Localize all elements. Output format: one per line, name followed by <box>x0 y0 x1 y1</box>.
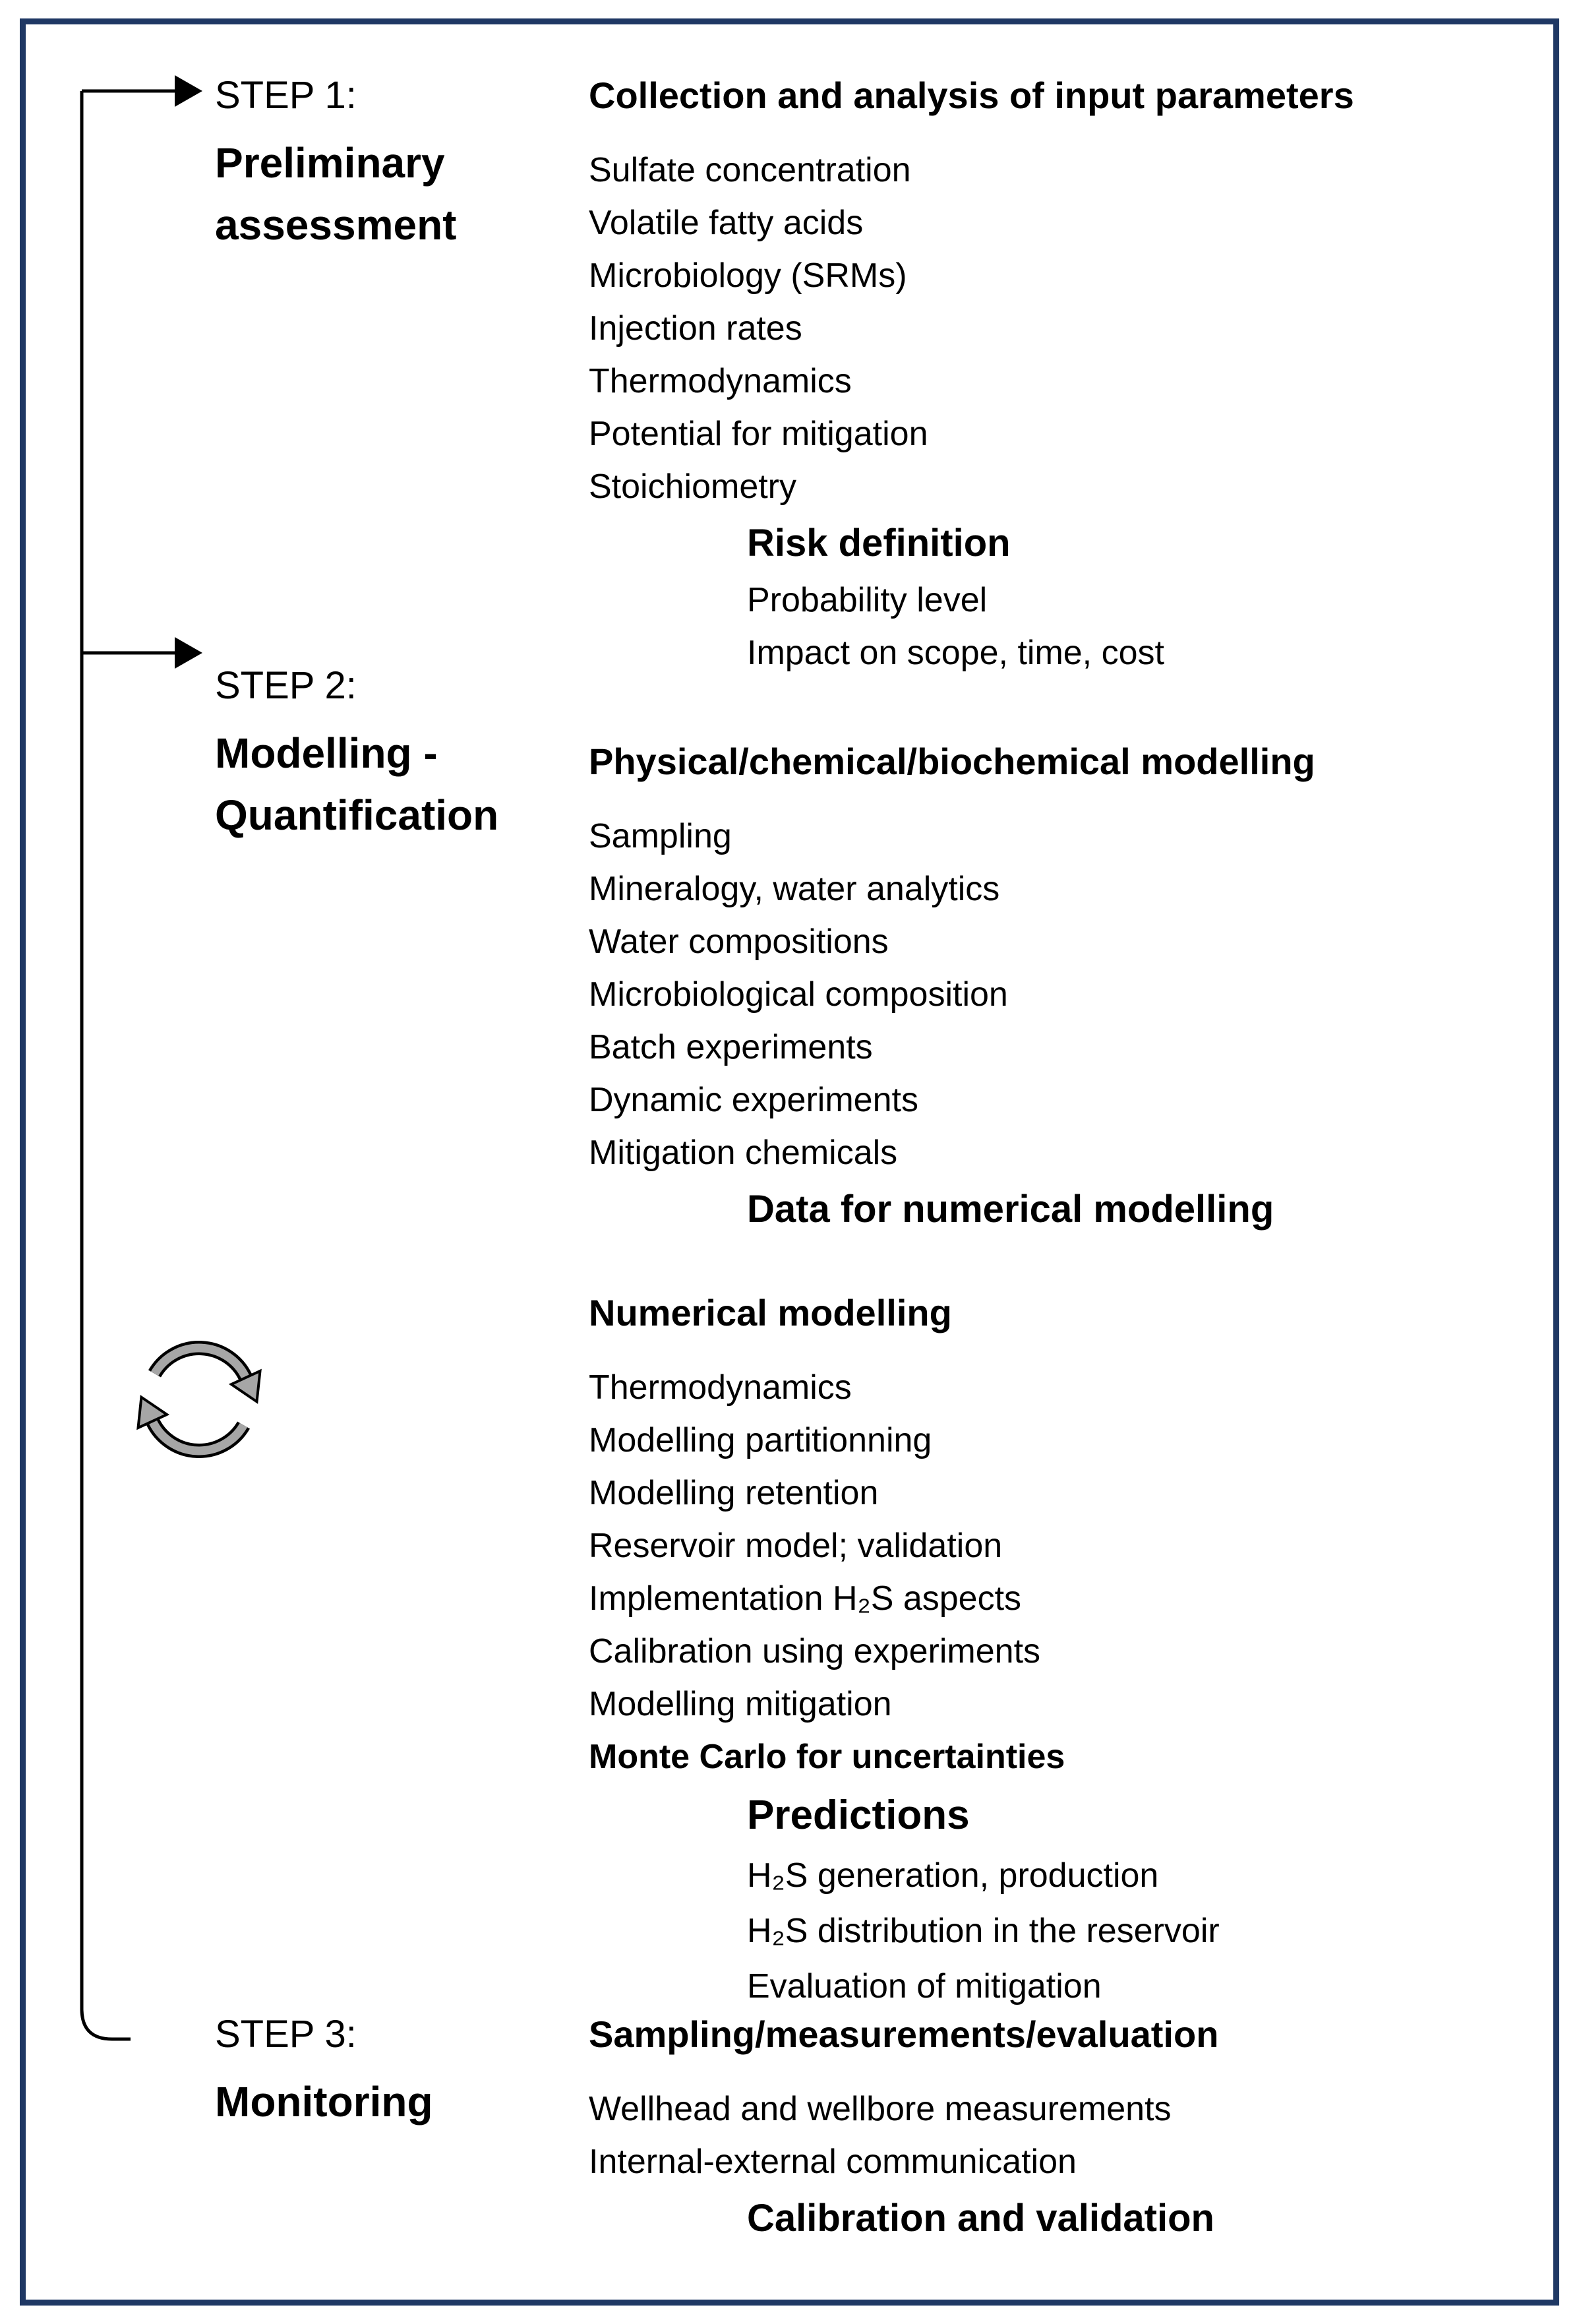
iteration-cycle-icon <box>125 1326 274 1474</box>
list-item: Evaluation of mitigation <box>747 1967 1102 2005</box>
modelling-heading: Physical/chemical/biochemical modelling <box>589 741 1315 782</box>
step3-outcome-heading: Calibration and validation <box>747 2197 1214 2240</box>
step1-outcome-heading: Risk definition <box>747 522 1011 565</box>
step3-label-block <box>215 2005 584 2133</box>
step1-content <box>589 66 1532 679</box>
list-item: H₂S distribution in the reservoir <box>747 1912 1220 1950</box>
list-item: Wellhead and wellbore measurements <box>589 2090 1172 2128</box>
step2-label: STEP 2: <box>215 664 357 707</box>
list-item: Probability level <box>747 581 988 619</box>
step3-label: STEP 3: <box>215 2013 357 2056</box>
step3-outcome-block <box>589 2188 1532 2249</box>
arrow-step1-icon <box>175 75 202 107</box>
list-item: Modelling partitionning <box>589 1421 932 1459</box>
numerical-heading: Numerical modelling <box>589 1292 952 1333</box>
step3-name <box>215 2071 584 2133</box>
list-item: Mitigation chemicals <box>589 1134 898 1172</box>
list-item: Potential for mitigation <box>589 415 928 453</box>
list-item: Thermodynamics <box>589 362 852 400</box>
list-item: Thermodynamics <box>589 1368 852 1407</box>
step2-content <box>589 732 1532 2014</box>
step2-name-line1: Modelling - <box>215 729 438 777</box>
step1-label-block <box>215 66 584 256</box>
step2-name-line2: Quantification <box>215 791 499 839</box>
bracket-line <box>82 91 131 2039</box>
list-item: Implementation H₂S aspects <box>589 1579 1022 1618</box>
list-item: Sulfate concentration <box>589 151 911 189</box>
step2-name <box>215 722 584 846</box>
step3-name-line1: Monitoring <box>215 2078 433 2125</box>
list-item: Batch experiments <box>589 1028 873 1066</box>
list-item: Microbiological composition <box>589 975 1008 1014</box>
spacer <box>589 1240 1532 1283</box>
step1-outcome-block <box>589 513 1532 679</box>
list-item: Internal-external communication <box>589 2143 1077 2181</box>
step1-name-line1: Preliminary <box>215 139 445 187</box>
list-item: Sampling <box>589 817 732 855</box>
arrow-step2-icon <box>175 637 202 669</box>
list-item: Modelling mitigation <box>589 1685 892 1723</box>
list-item: Impact on scope, time, cost <box>747 634 1164 672</box>
list-item: Injection rates <box>589 309 802 348</box>
step3-content <box>589 2005 1532 2249</box>
list-item: Stoichiometry <box>589 468 796 506</box>
list-item: Microbiology (SRMs) <box>589 257 907 295</box>
step3-heading: Sampling/measurements/evaluation <box>589 2013 1219 2055</box>
step1-label: STEP 1: <box>215 74 357 117</box>
list-item: Volatile fatty acids <box>589 204 864 242</box>
list-item: Calibration using experiments <box>589 1632 1041 1670</box>
monte-carlo-item: Monte Carlo for uncertainties <box>589 1738 1065 1776</box>
list-item: H₂S generation, production <box>747 1856 1159 1895</box>
list-item: Dynamic experiments <box>589 1081 918 1119</box>
list-item: Water compositions <box>589 923 889 961</box>
modelling-outcome-heading: Data for numerical modelling <box>747 1188 1274 1231</box>
numerical-outcome-heading: Predictions <box>747 1792 970 1838</box>
list-item: Modelling retention <box>589 1474 879 1512</box>
step1-name <box>215 132 584 256</box>
step1-heading: Collection and analysis of input parameters <box>589 75 1354 116</box>
list-item: Reservoir model; validation <box>589 1527 1003 1565</box>
step1-name-line2: assessment <box>215 201 457 249</box>
step2-label-block <box>215 656 584 846</box>
list-item: Mineralogy, water analytics <box>589 870 1000 908</box>
numerical-outcome-block <box>589 1783 1532 2014</box>
modelling-outcome-block <box>589 1179 1532 1240</box>
